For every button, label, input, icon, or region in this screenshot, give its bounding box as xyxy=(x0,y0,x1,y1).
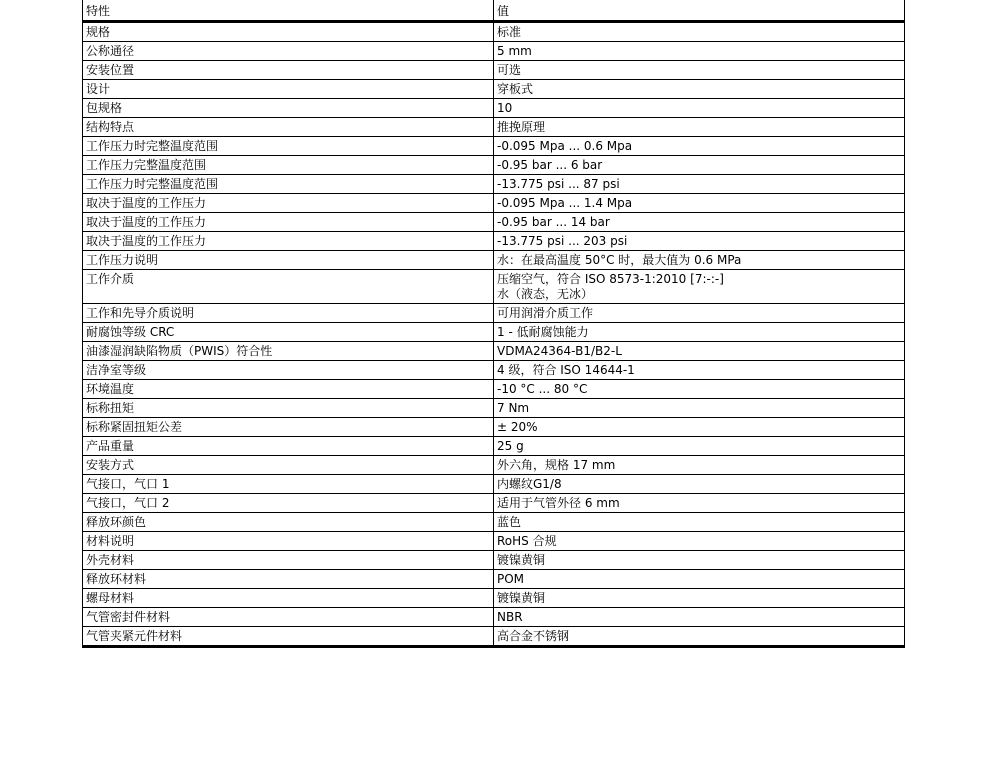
header-property: 特性 xyxy=(83,0,494,22)
property-cell: 工作介质 xyxy=(83,270,494,304)
table-row xyxy=(83,232,905,251)
property-cell: 材料说明 xyxy=(83,532,494,551)
value-cell xyxy=(494,532,905,551)
property-cell: 洁净室等级 xyxy=(83,361,494,380)
table-row xyxy=(83,437,905,456)
property-cell: 公称通径 xyxy=(83,42,494,61)
property-cell: 标称扭矩 xyxy=(83,399,494,418)
spec-table xyxy=(82,0,905,648)
property-cell: 包规格 xyxy=(83,99,494,118)
value-cell xyxy=(494,399,905,418)
value-cell xyxy=(494,475,905,494)
value-line: POM xyxy=(497,572,525,586)
value-cell xyxy=(494,118,905,137)
value-line: 镀镍黄铜 xyxy=(497,591,546,605)
table-row xyxy=(83,42,905,61)
value-cell xyxy=(494,418,905,437)
value-cell xyxy=(494,627,905,647)
value-cell xyxy=(494,361,905,380)
property-cell: 工作压力时完整温度范围 xyxy=(83,175,494,194)
value-cell xyxy=(494,137,905,156)
property-cell: 标称紧固扭矩公差 xyxy=(83,418,494,437)
property-cell: 取决于温度的工作压力 xyxy=(83,213,494,232)
value-line: -0.095 Mpa ... 1.4 Mpa xyxy=(497,196,633,210)
table-row xyxy=(83,80,905,99)
property-cell: 环境温度 xyxy=(83,380,494,399)
table-row xyxy=(83,380,905,399)
value-line: 适用于气管外径 6 mm xyxy=(497,496,620,510)
table-row xyxy=(83,608,905,627)
value-cell xyxy=(494,156,905,175)
table-row xyxy=(83,399,905,418)
value-line: ± 20% xyxy=(497,420,538,434)
table-row xyxy=(83,342,905,361)
property-cell: 取决于温度的工作压力 xyxy=(83,232,494,251)
value-cell xyxy=(494,570,905,589)
value-cell xyxy=(494,99,905,118)
value-line: 高合金不锈钢 xyxy=(497,629,570,643)
value-line: -0.95 bar ... 6 bar xyxy=(497,158,603,172)
value-cell xyxy=(494,232,905,251)
table-row xyxy=(83,361,905,380)
table-row xyxy=(83,270,905,304)
value-line: 穿板式 xyxy=(497,82,534,96)
table-row xyxy=(83,494,905,513)
property-cell: 设计 xyxy=(83,80,494,99)
property-cell: 结构特点 xyxy=(83,118,494,137)
table-row xyxy=(83,589,905,608)
table-row xyxy=(83,61,905,80)
table-row xyxy=(83,156,905,175)
table-row xyxy=(83,304,905,323)
value-line: -0.095 Mpa ... 0.6 Mpa xyxy=(497,139,633,153)
value-line: 可选 xyxy=(497,63,522,77)
table-row xyxy=(83,570,905,589)
value-cell xyxy=(494,437,905,456)
value-cell xyxy=(494,513,905,532)
property-cell: 外壳材料 xyxy=(83,551,494,570)
table-row xyxy=(83,456,905,475)
table-row xyxy=(83,475,905,494)
table-row xyxy=(83,251,905,270)
table-header-row xyxy=(83,0,905,22)
value-line: 内螺纹G1/8 xyxy=(497,477,562,491)
value-line: 水（液态，无冰） xyxy=(497,287,594,301)
value-cell xyxy=(494,80,905,99)
value-line: 标准 xyxy=(497,25,522,39)
value-line: 25 g xyxy=(497,439,524,453)
value-line: VDMA24364-B1/B2-L xyxy=(497,344,622,358)
value-line: RoHS 合规 xyxy=(497,534,557,548)
property-cell: 气接口，气口 1 xyxy=(83,475,494,494)
table-row xyxy=(83,551,905,570)
value-line: 可用润滑介质工作 xyxy=(497,306,594,320)
value-cell xyxy=(494,608,905,627)
value-cell xyxy=(494,551,905,570)
property-cell: 气接口，气口 2 xyxy=(83,494,494,513)
value-line: NBR xyxy=(497,610,523,624)
value-cell xyxy=(494,380,905,399)
property-cell: 规格 xyxy=(83,22,494,42)
value-line: 水：在最高温度 50°C 时，最大值为 0.6 MPa xyxy=(497,253,742,267)
table-row xyxy=(83,194,905,213)
property-cell: 油漆湿润缺陷物质（PWIS）符合性 xyxy=(83,342,494,361)
property-cell: 释放环颜色 xyxy=(83,513,494,532)
value-cell xyxy=(494,22,905,42)
table-row xyxy=(83,137,905,156)
value-cell xyxy=(494,456,905,475)
property-cell: 释放环材料 xyxy=(83,570,494,589)
value-cell xyxy=(494,494,905,513)
value-cell xyxy=(494,342,905,361)
value-cell xyxy=(494,213,905,232)
property-cell: 产品重量 xyxy=(83,437,494,456)
value-line: 1 - 低耐腐蚀能力 xyxy=(497,325,589,339)
value-line: 4 级，符合 ISO 14644-1 xyxy=(497,363,635,377)
value-line: 推挽原理 xyxy=(497,120,546,134)
property-cell: 气管夹紧元件材料 xyxy=(83,627,494,647)
property-cell: 工作压力完整温度范围 xyxy=(83,156,494,175)
table-row xyxy=(83,323,905,342)
property-cell: 安装位置 xyxy=(83,61,494,80)
value-line: -13.775 psi ... 203 psi xyxy=(497,234,628,248)
property-cell: 气管密封件材料 xyxy=(83,608,494,627)
value-cell xyxy=(494,589,905,608)
table-row xyxy=(83,22,905,42)
table-row xyxy=(83,213,905,232)
value-line: 蓝色 xyxy=(497,515,522,529)
table-row xyxy=(83,99,905,118)
value-cell xyxy=(494,323,905,342)
value-line: 外六角，规格 17 mm xyxy=(497,458,616,472)
value-line: -10 °C ... 80 °C xyxy=(497,382,588,396)
value-line: 7 Nm xyxy=(497,401,530,415)
property-cell: 取决于温度的工作压力 xyxy=(83,194,494,213)
property-cell: 耐腐蚀等级 CRC xyxy=(83,323,494,342)
table-row xyxy=(83,627,905,647)
value-line: 压缩空气，符合 ISO 8573-1:2010 [7:-:-] xyxy=(497,272,724,286)
value-cell xyxy=(494,175,905,194)
value-cell xyxy=(494,270,905,304)
spec-table-body xyxy=(83,0,905,647)
value-line: -13.775 psi ... 87 psi xyxy=(497,177,620,191)
table-row xyxy=(83,513,905,532)
value-line: -0.95 bar ... 14 bar xyxy=(497,215,610,229)
table-row xyxy=(83,175,905,194)
value-line: 5 mm xyxy=(497,44,532,58)
property-cell: 螺母材料 xyxy=(83,589,494,608)
table-row xyxy=(83,418,905,437)
property-cell: 工作压力时完整温度范围 xyxy=(83,137,494,156)
value-cell xyxy=(494,194,905,213)
header-value: 值 xyxy=(494,0,905,22)
value-cell xyxy=(494,61,905,80)
value-cell xyxy=(494,42,905,61)
value-cell xyxy=(494,304,905,323)
table-row xyxy=(83,532,905,551)
value-cell xyxy=(494,251,905,270)
value-line: 10 xyxy=(497,101,513,115)
property-cell: 安装方式 xyxy=(83,456,494,475)
table-row xyxy=(83,118,905,137)
value-line: 镀镍黄铜 xyxy=(497,553,546,567)
property-cell: 工作压力说明 xyxy=(83,251,494,270)
property-cell: 工作和先导介质说明 xyxy=(83,304,494,323)
